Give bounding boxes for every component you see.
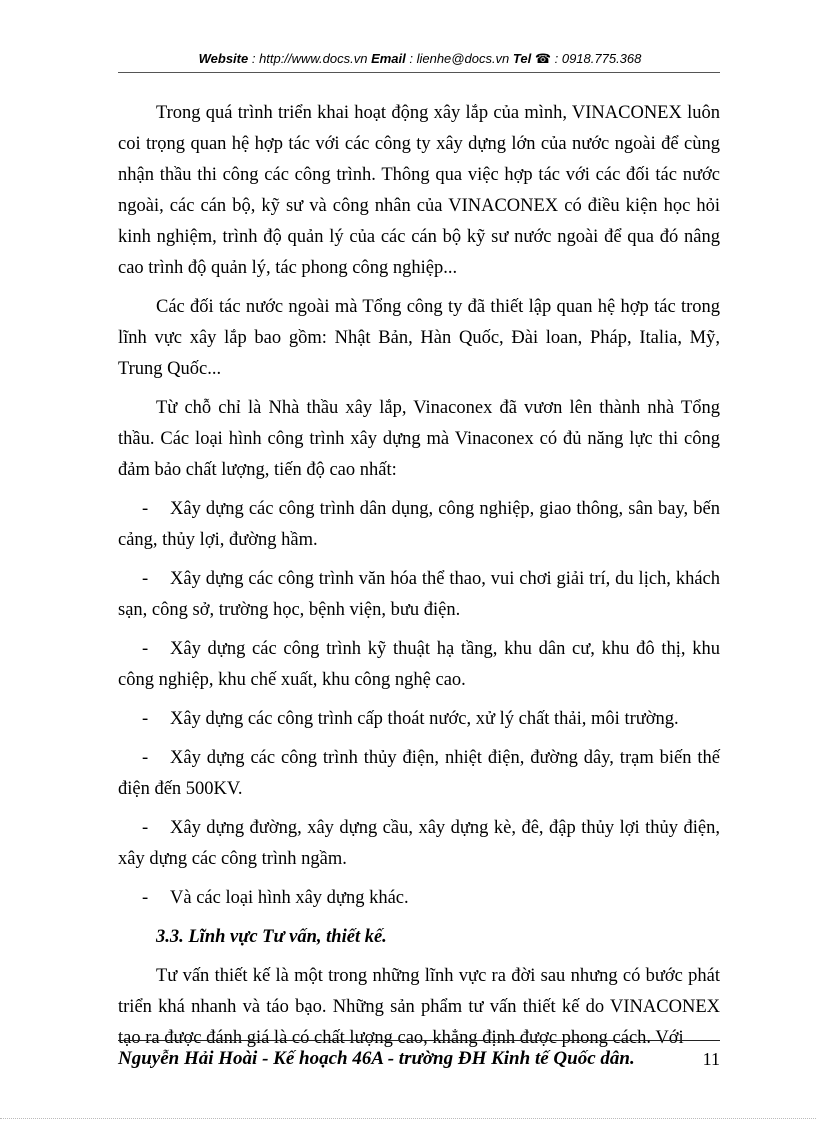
- list-item-text: Xây dựng các công trình cấp thoát nước, xử lý chất thải, môi trường.: [170, 709, 679, 729]
- page-header: [120, 50, 720, 68]
- email-label: Email: [371, 51, 406, 66]
- paragraph-1: Trong quá trình triển khai hoạt động xây lắp của mình, VINACONEX luôn coi trọng quan hệ hợp tác với các công ty xây dựng lớn của nước ngoài để cùng nhận thầu thi công các công trình. Thông qua việc hợp tác với các đối tác nước ngoài, các cán bộ, kỹ sư và công nhân của VINACONEX có điều kiện học hỏi kinh nghiệm, trình độ quản lý của các cán bộ kỹ sư nước ngoài để qua đó nâng cao trình độ quản lý, tác phong công nghiệp...: [118, 103, 720, 278]
- bullet-marker: -: [142, 569, 149, 589]
- tel-value: : 0918.775.368: [551, 51, 642, 66]
- email-value[interactable]: : lienhe@docs.vn: [405, 51, 513, 66]
- paragraph-3: Từ chỗ chỉ là Nhà thầu xây lắp, Vinaconex đã vươn lên thành nhà Tổng thầu. Các loại hình công trình xây dựng mà Vinaconex có đủ năng lực thi công đảm bảo chất lượng, tiến độ cao nhất:: [118, 398, 720, 480]
- list-item-text: Xây dựng các công trình kỹ thuật hạ tầng, khu dân cư, khu đô thị, khu công nghiệp, khu chế xuất, khu công nghệ cao.: [118, 639, 720, 690]
- section-heading: 3.3. Lĩnh vực Tư vấn, thiết kế.: [156, 927, 387, 947]
- page-bottom-border: [0, 1118, 816, 1119]
- paragraph-2: Các đối tác nước ngoài mà Tổng công ty đã thiết lập quan hệ hợp tác trong lĩnh vực xây lắp bao gồm: Nhật Bản, Hàn Quốc, Đài loan, Pháp, Italia, Mỹ, Trung Quốc...: [118, 297, 720, 379]
- section-paragraph: Tư vấn thiết kế là một trong những lĩnh vực ra đời sau nhưng có bước phát triển khá nhanh và táo bạo. Những sản phẩm tư vấn thiết kế do VINACONEX tạo ra được đánh giá là có chất lượng cao, khẳng định được phong cách. Với: [118, 966, 720, 1048]
- footer-divider: [118, 1040, 720, 1041]
- bullet-marker: -: [142, 888, 149, 908]
- page-number: 11: [702, 1049, 720, 1069]
- footer-author: Nguyễn Hải Hoài - Kế hoạch 46A - trường ĐH Kinh tế Quốc dân.: [118, 1048, 635, 1069]
- list-item-text: Và các loại hình xây dựng khác.: [170, 888, 409, 908]
- page-body: [118, 98, 720, 1062]
- bullet-marker: -: [142, 709, 149, 729]
- list-item-text: Xây dựng các công trình thủy điện, nhiệt điện, đường dây, trạm biến thế điện đến 500KV.: [118, 748, 720, 799]
- list-item: [118, 634, 720, 696]
- list-item: [118, 494, 720, 556]
- header-divider: [118, 72, 720, 73]
- list-item: [118, 704, 720, 735]
- list-item-text: Xây dựng đường, xây dựng cầu, xây dựng kè, đê, đập thủy lợi thủy điện, xây dựng các công trình ngầm.: [118, 818, 720, 869]
- bullet-marker: -: [142, 818, 149, 838]
- bullet-marker: -: [142, 748, 149, 768]
- list-item: [118, 743, 720, 805]
- list-item-text: Xây dựng các công trình dân dụng, công nghiệp, giao thông, sân bay, bến cảng, thủy lợi, đường hầm.: [118, 499, 720, 550]
- list-item-text: Xây dựng các công trình văn hóa thể thao, vui chơi giải trí, du lịch, khách sạn, công sở, trường học, bệnh viện, bưu điện.: [118, 569, 720, 620]
- website-value[interactable]: : http://www.docs.vn: [248, 51, 372, 66]
- list-item: [118, 813, 720, 875]
- bullet-marker: -: [142, 639, 149, 659]
- list-item: [118, 883, 720, 914]
- bullet-marker: -: [142, 499, 149, 519]
- list-item: [118, 564, 720, 626]
- tel-label: Tel ☎: [512, 51, 552, 66]
- website-label: Website: [198, 51, 249, 66]
